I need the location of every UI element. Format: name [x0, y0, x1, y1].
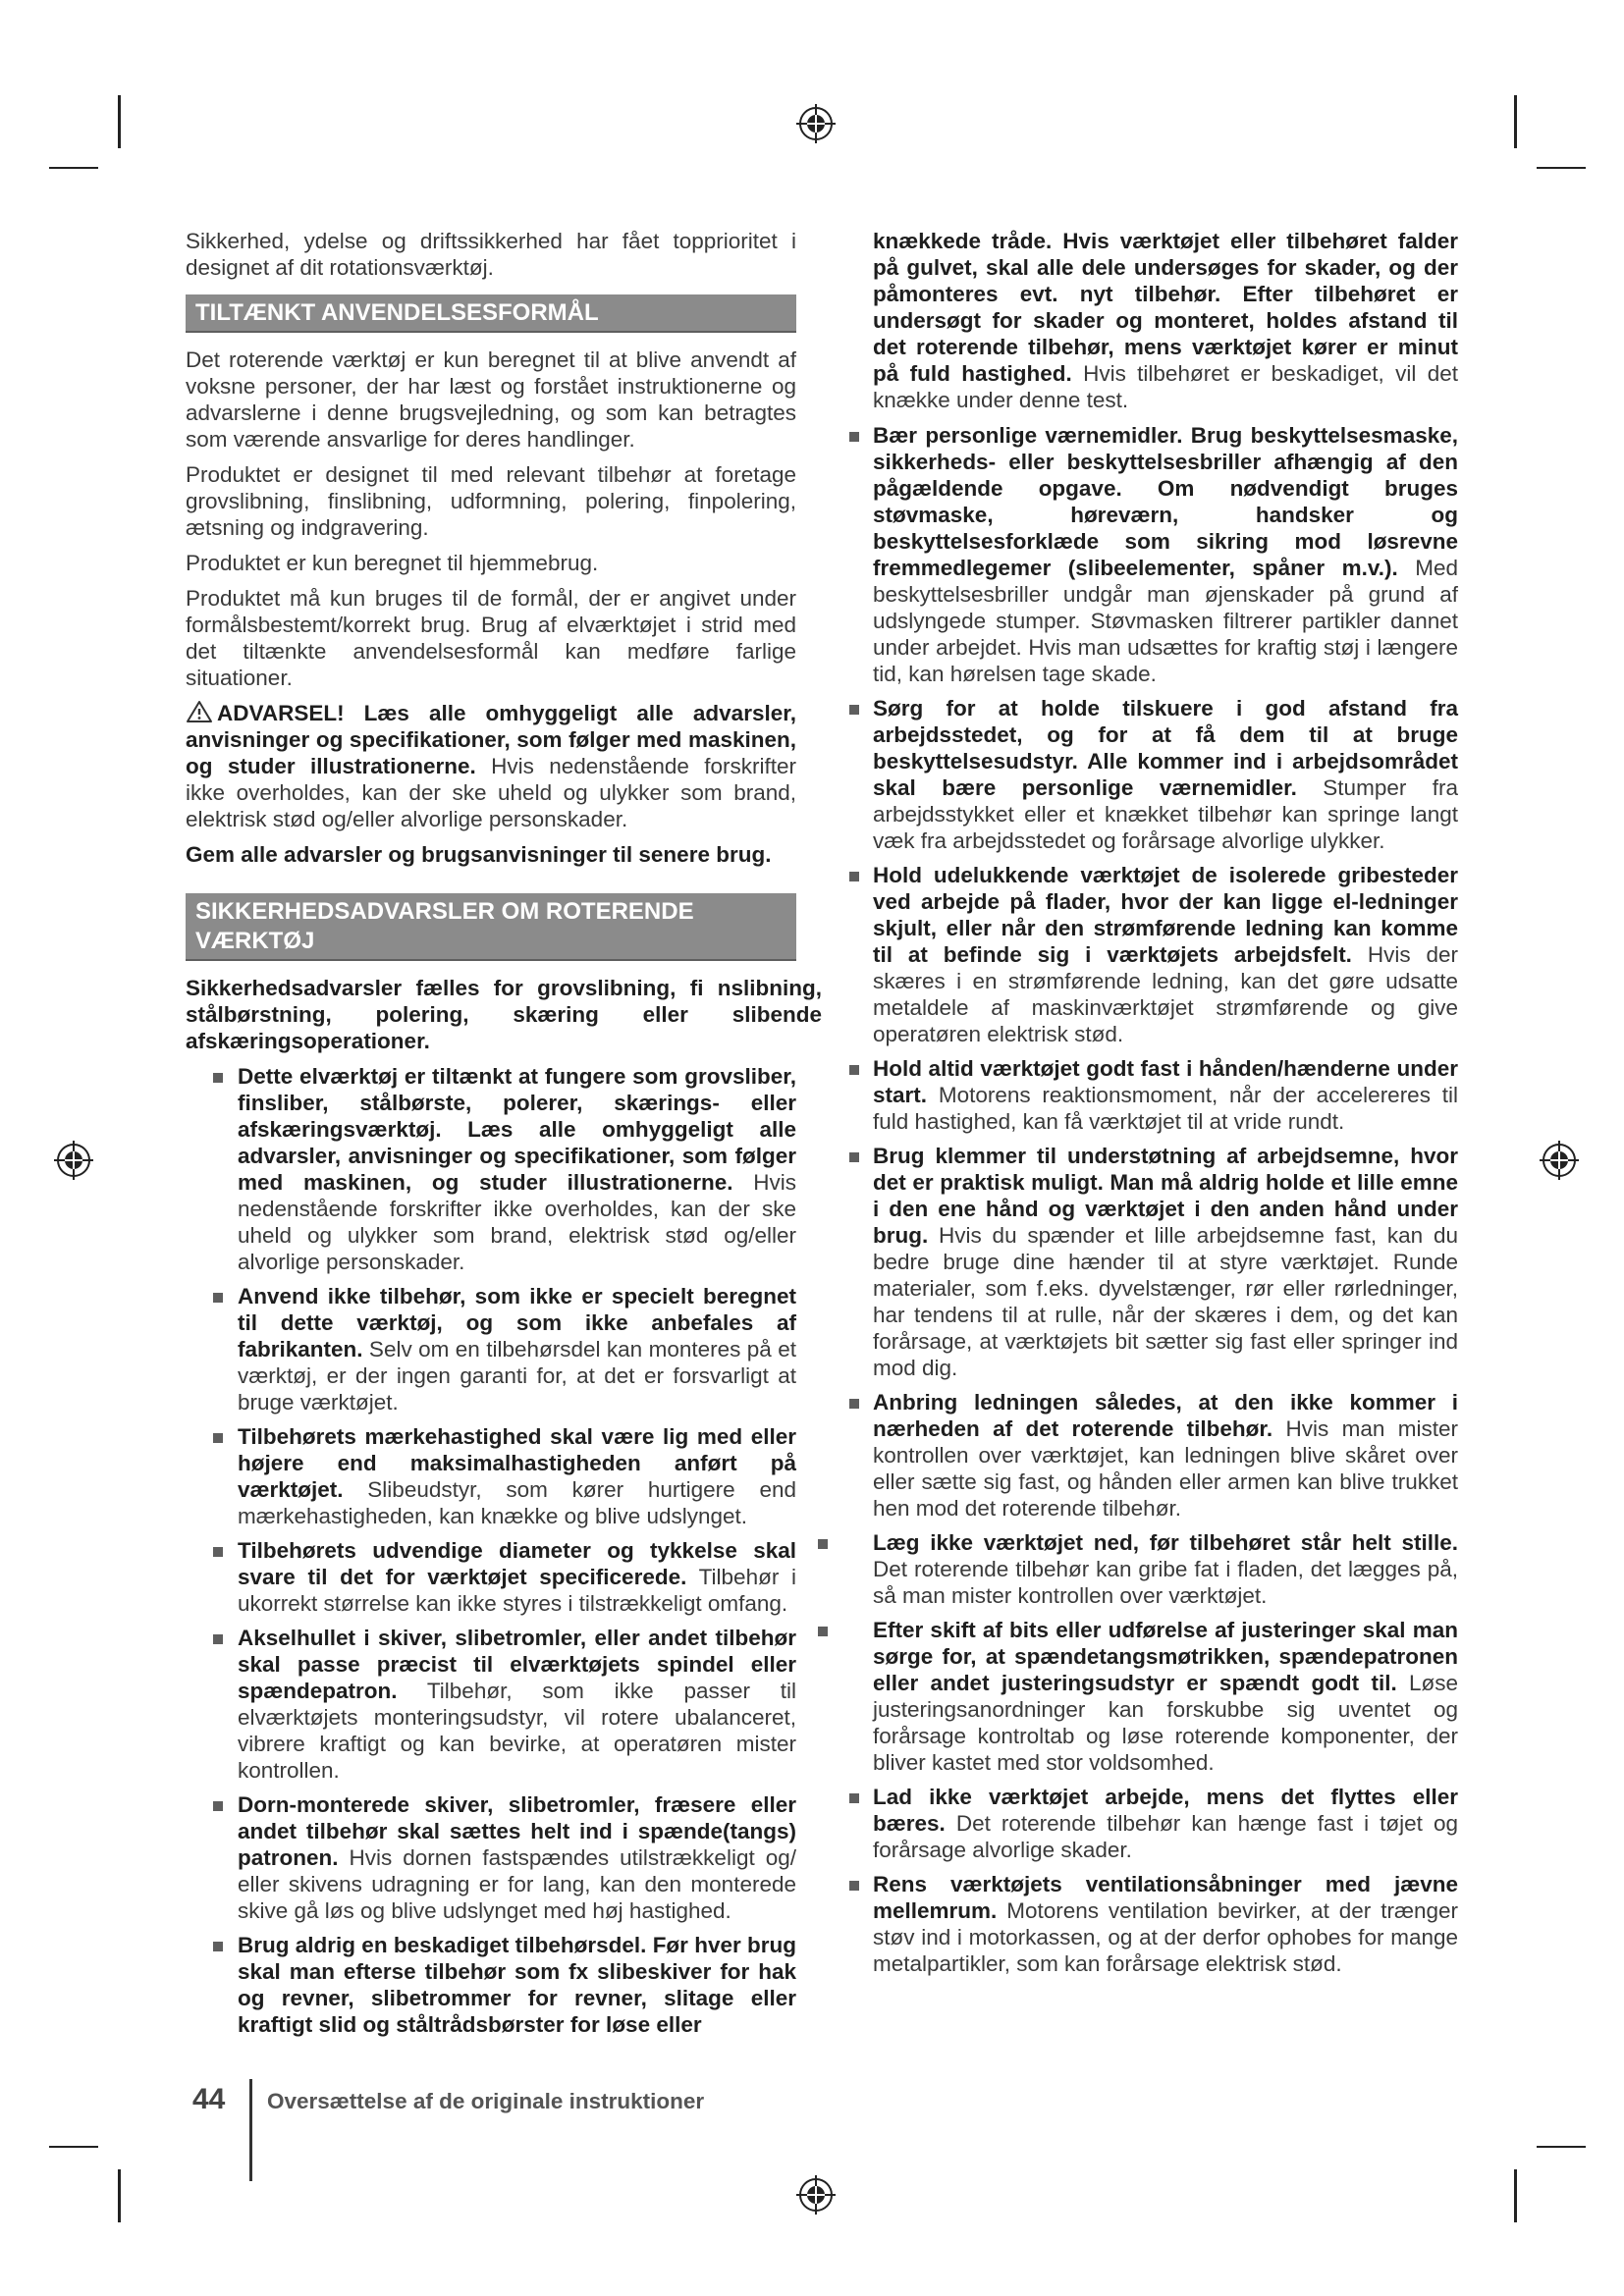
left-bullet-list: [205, 1063, 796, 2038]
list-item: Tilbehørets mærkehastighed skal være lig med eller højere end maksimalhastigheden anført på værktøjet. Slibeudstyr, som kører hurtigere end mærkehastigheden, kan knække og blive udslynget.: [205, 1423, 796, 1529]
crop-mark: [49, 2146, 98, 2148]
list-item: Brug klemmer til understøtning af arbejdsemne, hvor det er praktisk muligt. Man må aldrig holde et lille emne i den ene hånd og værktøjet i den anden hånd under brug. Hvis du spænder et lille arbejdsemne fast, kan du bedre bruge dine hænder til at styre værktøjet. Runde materialer, som f.eks. dyvelstænger, rør eller rørledninger, har tendens til at rulle, når der skæres i dem, og det kan forårsage, at værktøjets bit sætter sig fast eller springer ind mod dig.: [838, 1143, 1458, 1381]
section-heading-safety-warnings: SIKKERHEDSADVARSLER OM ROTERENDE VÆRKTØJ: [186, 893, 796, 961]
list-item: Hold udelukkende værktøjet de isolerede gribesteder ved arbejde på flader, hvor der kan ligge el-ledninger skjult, eller når den strømførende ledning kan komme til at befinde sig i værktøjets arbejdsfelt. Hvis der skæres i en strømførende ledning, kan det gøre udsatte metaldele af maskinværktøjet strømførende og give operatøren elektrisk stød.: [838, 862, 1458, 1047]
list-item: Anbring ledningen således, at den ikke kommer i nærheden af det roterende tilbehør. Hvis man mister kontrollen over værktøjet, kan ledningen blive skåret over eller sætte sig fast, og hånden eller armen kan blive trukket hen mod det roterende tilbehør.: [838, 1389, 1458, 1522]
paragraph: Produktet er designet til med relevant tilbehør at foretage grovslibning, finslibning, udformning, polering, finpolering, ætsning og indgravering.: [186, 462, 796, 540]
warning-paragraph: [186, 700, 796, 832]
right-column: [838, 228, 1458, 1985]
section-heading-intended-use: TILTÆNKT ANVENDELSESFORMÅL: [186, 294, 796, 333]
crop-mark: [1514, 2169, 1517, 2222]
warning-text: Hvis nedenstående forskrifter ikke overholdes, kan der ske uheld og ulykker som brand, elektrisk stød og/eller alvorlige personskader.: [186, 754, 796, 831]
list-item: Dorn-monterede skiver, slibetromler, fræsere eller andet tilbehør skal sættes helt ind i spænde(tangs) patronen. Hvis dornen fastspændes utilstrækkeligt og/ eller skivens udragning er for lang, kan den monterede skive gå løs og blive udslynget med høj hastighed.: [205, 1791, 796, 1924]
warning-bold-text: ADVARSEL! Læs alle omhyggeligt alle advarsler, anvisninger og specifikationer, som følger med maskinen, og studer illustrationerne.: [186, 701, 796, 778]
registration-mark-icon: [796, 104, 836, 143]
crop-mark: [49, 167, 98, 169]
footer-divider: [249, 2079, 252, 2181]
list-item: Brug aldrig en beskadiget tilbehørsdel. Før hver brug skal man efterse tilbehør som fx slibeskiver for hak og revner, slibetrommer for revner, slitage eller kraftigt slid og ståltrådsbørster for løse eller: [205, 1932, 796, 2038]
list-item: Sørg for at holde tilskuere i god afstand fra arbejdsstedet, og for at få dem til at bruge beskyttelsesudstyr. Alle kommer ind i arbejdsområdet skal bære personlige værnemidler. Stumper fra arbejdsstykket eller et knækket tilbehør kan springe langt væk fra arbejdsstedet og forårsage alvorlige ulykker.: [838, 695, 1458, 854]
list-item: Tilbehørets udvendige diameter og tykkelse skal svare til det for værktøjet specificerede. Tilbehør i ukorrekt størrelse kan ikke styres i tilstrækkeligt omfang.: [205, 1537, 796, 1617]
paragraph: Produktet må kun bruges til de formål, der er angivet under formålsbestemt/korrekt brug. Brug af elværktøjet i strid med det tiltænkte anvendelsesformål kan medføre farlige situationer.: [186, 586, 796, 690]
list-item: Rens værktøjets ventilationsåbninger med jævne mellemrum. Motorens ventilation bevirker, at der trænger støv ind i motorkassen, og at der derfor ophobes for mange metalpartikler, som kan forårsage elektrisk stød.: [838, 1871, 1458, 1977]
warning-triangle-icon: [186, 700, 213, 723]
crop-mark: [1537, 2146, 1586, 2148]
crop-mark: [1514, 95, 1517, 148]
keep-instructions-note: Gem alle advarsler og brugsanvisninger til senere brug.: [186, 842, 772, 867]
paragraph: Produktet er kun beregnet til hjemmebrug.: [186, 551, 599, 575]
list-item: Læg ikke værktøjet ned, før tilbehøret står helt stille. Det roterende tilbehør kan gribe fat i fladen, det lægges på, så man mister kontrollen over værktøjet.: [818, 1529, 1458, 1609]
registration-mark-icon: [1540, 1141, 1579, 1180]
registration-mark-icon: [796, 2175, 836, 2215]
list-item: Dette elværktøj er tiltænkt at fungere som grovsliber, finsliber, stålbørste, polerer, skærings- eller afskæringsværktøj. Læs alle omhyggeligt alle advarsler, anvisninger og specifikationer, som følger med maskinen, og studer illustrationerne. Hvis nedenstående forskrifter ikke overholdes, kan der ske uheld og ulykker som brand, elektrisk stød og/eller alvorlige personskader.: [205, 1063, 796, 1275]
page-number: 44: [192, 2083, 226, 2115]
left-column: [186, 228, 822, 2046]
crop-mark: [118, 95, 121, 148]
registration-mark-icon: [54, 1141, 93, 1180]
list-item: Lad ikke værktøjet arbejde, mens det flyttes eller bæres. Det roterende tilbehør kan hænge fast i tøjet og forårsage alvorlige skader.: [838, 1784, 1458, 1863]
paragraph: Det roterende værktøj er kun beregnet til at blive anvendt af voksne personer, der har læst og forstået instruktionerne og advarslerne i denne brugsvejledning, og som kan betragtes som værende ansvarlige for deres handlinger.: [186, 347, 796, 452]
footer-text: Oversættelse af de originale instruktioner: [267, 2089, 705, 2113]
continued-paragraph: knækkede tråde. Hvis værktøjet eller tilbehøret falder på gulvet, skal alle dele undersøges for skader, og der påmonteres evt. nyt tilbehør. Efter tilbehøret er undersøgt for skader og monteret, holdes afstand til det roterende tilbehør, mens værktøjet kører er minut på fuld hastighed. Hvis tilbehøret er beskadiget, vil det knække under denne test.: [873, 229, 1458, 412]
list-item: Hold altid værktøjet godt fast i hånden/hænderne under start. Motorens reaktionsmoment, når der accelereres til fuld hastighed, kan få værktøjet til at vride rundt.: [838, 1055, 1458, 1135]
crop-mark: [1537, 167, 1586, 169]
list-item: Bær personlige værnemidler. Brug beskyttelsesmaske, sikkerheds- eller beskyttelsesbriller afhængig af den pågældende opgave. Om nødvendigt bruges støvmaske, høreværn, handsker og beskyttelsesforklæde som sikring mod løsrevne fremmedlegemer (slibeelementer, spåner m.v.). Med beskyttelsesbriller undgår man øjenskader på grund af udslyngede stumper. Støvmasken filtrerer partikler dannet under arbejdet. Hvis man udsættes for kraftig støj i længere tid, kan hørelsen tage skade.: [838, 422, 1458, 687]
intro-paragraph: Sikkerhed, ydelse og driftssikkerhed har fået topprioritet i designet af dit rotationsværktøj.: [186, 229, 796, 280]
list-item: Akselhullet i skiver, slibetromler, eller andet tilbehør skal passe præcist til elværktøjets spindel eller spændepatron. Tilbehør, som ikke passer til elværktøjets monteringsudstyr, vil rotere ubalanceret, vibrere kraftigt og kan bevirke, at operatøren mister kontrollen.: [205, 1625, 796, 1784]
list-item: Anvend ikke tilbehør, som ikke er specielt beregnet til dette værktøj, og som ikke anbefales af fabrikanten. Selv om en tilbehørsdel kan monteres på et værktøj, er der ingen garanti for, at det er forsvarligt at bruge værktøjet.: [205, 1283, 796, 1415]
safety-subheading: Sikkerhedsadvarsler fælles for grovslibning, fi nslibning, stålbørstning, polering, skæring eller slibende afskæringsoperationer.: [186, 976, 822, 1053]
list-item: Efter skift af bits eller udførelse af justeringer skal man sørge for, at spændetangsmøtrikken, spændepatronen eller andet justeringsudstyr er spændt godt til. Løse justeringsanordninger kan forskubbe sig uventet og forårsage kontroltab og løse roterende komponenter, der bliver kastet med stor voldsomhed.: [818, 1617, 1458, 1776]
crop-mark: [118, 2169, 121, 2222]
